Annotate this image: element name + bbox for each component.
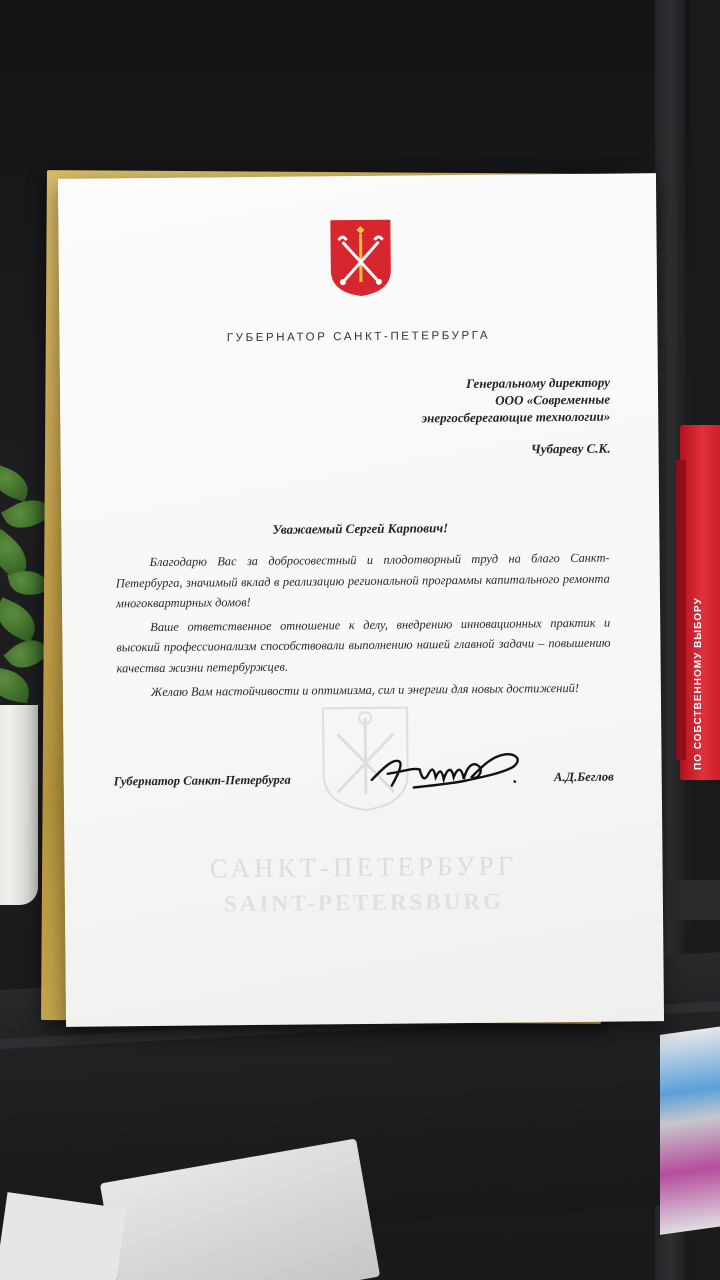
red-book-spine-text: ПО СОБСТВЕННОМУ ВЫБОРУ [693, 597, 704, 770]
addressee-line: энергосберегающие технологии» [421, 408, 611, 426]
addressee-line: ООО «Современные [495, 391, 611, 408]
coat-of-arms-icon [328, 218, 393, 299]
plant-pot [0, 705, 38, 905]
body-paragraph: Благодарю Вас за добросовестный и плодотворный труд на благо Санкт-Петербурга, значимый вклад в реализацию региональной программы капитального ремонта многоквартирных домов! [115, 550, 610, 611]
addressee-line: Генеральному директору [465, 374, 610, 391]
signatory-name: А.Д.Беглов [553, 769, 614, 785]
body-paragraph: Ваше ответственное отношение к делу, внедрению инновационных практик и высокий профессионализм способствовали выполнению нашей главной задачи – повышению качества жизни петербуржцев. [116, 615, 611, 676]
watermark-text-en: SAINT-PETERSBURG [223, 888, 504, 917]
governor-header: ГУБЕРНАТОР САНКТ-ПЕТЕРБУРГА [226, 329, 491, 345]
handwritten-signature [363, 736, 554, 798]
addressee-name: Чубареву С.К. [530, 440, 611, 457]
paper-stack-left [0, 1192, 126, 1280]
salutation: Уважаемый Сергей Карпович! [272, 520, 449, 537]
book-stack [660, 1025, 720, 1235]
red-book-edge [676, 460, 686, 760]
signatory-role: Губернатор Санкт-Петербурга [113, 772, 291, 789]
letter-body [116, 548, 611, 706]
addressee-block [250, 374, 610, 428]
watermark-text-ru: САНКТ-ПЕТЕРБУРГ [209, 850, 518, 884]
right-shelf-board [670, 880, 720, 920]
letter-page [58, 173, 664, 1027]
body-paragraph: Желаю Вам настойчивости и оптимизма, сил и энергии для новых достижений! [150, 680, 579, 699]
